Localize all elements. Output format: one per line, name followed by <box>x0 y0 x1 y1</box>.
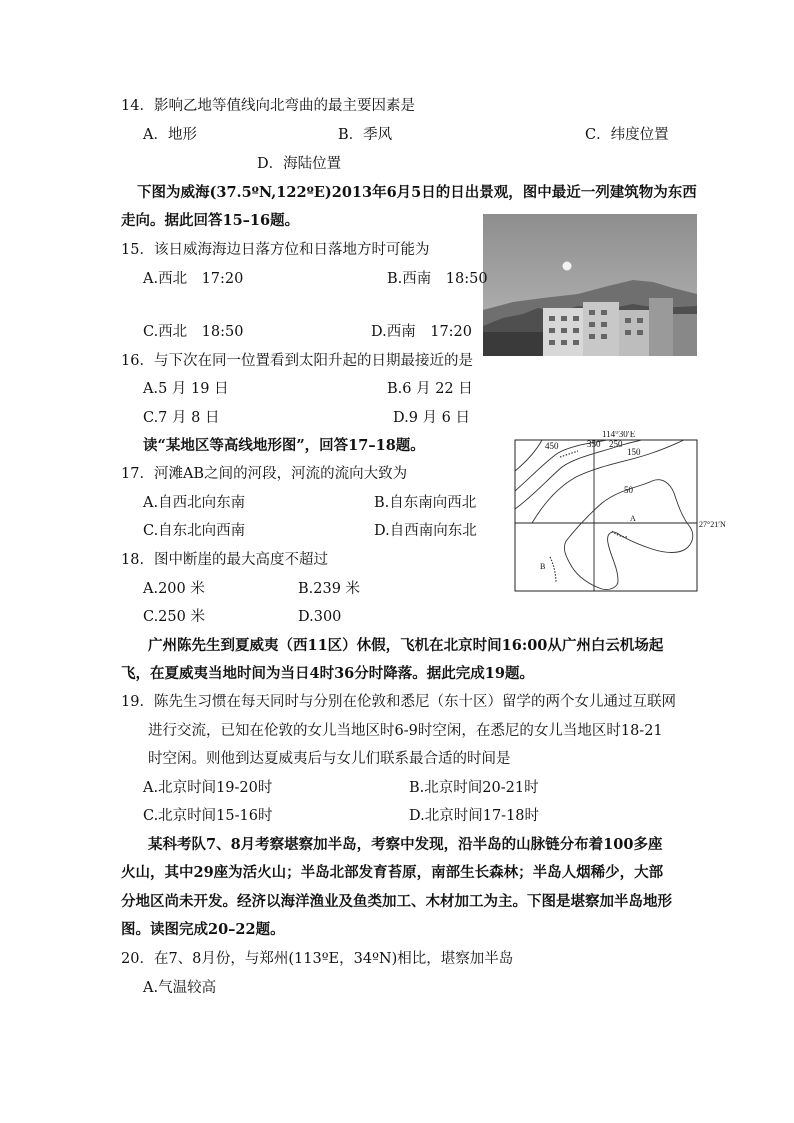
q17-option-d: D.自西南向东北 <box>374 523 477 539</box>
q15-option-b: B.西南 18:50 <box>387 271 488 287</box>
q15-option-d: D.西南 17:20 <box>371 324 473 340</box>
q19-line1: 19．陈先生习惯在每天同时与分别在伦敦和悉尼（东十区）留学的两个女儿通过互联网 <box>121 694 676 710</box>
q19-line3: 时空闲。则他到达夏威夷后与女儿们联系最合适的时间是 <box>148 751 511 767</box>
q19-option-d: D.北京时间17-18时 <box>409 808 540 824</box>
q17-option-a: A.自西北向东南 <box>143 495 246 511</box>
intro-20-22-line3: 分地区尚未开发。经济以海洋渔业及鱼类加工、木材加工为主。下图是堪察加半岛地形 <box>121 893 672 910</box>
q14-option-a: A．地形 <box>143 127 197 143</box>
q18-option-a: A.200 米 <box>143 581 205 597</box>
intro-19-line1: 广州陈先生到夏威夷（西11区）休假，飞机在北京时间16:00从广州白云机场起 <box>148 637 664 654</box>
map-point-b: B <box>540 562 546 571</box>
map-latitude-label: 27°21′N <box>699 520 726 529</box>
q18-stem: 18．图中断崖的最大高度不超过 <box>121 552 328 568</box>
q14-stem: 14．影响乙地等值线向北弯曲的最主要因素是 <box>121 98 415 114</box>
q15-option-a: A.西北 17:20 <box>143 271 244 287</box>
q19-option-c: C.北京时间15-16时 <box>143 808 273 824</box>
q14-option-d: D．海陆位置 <box>257 156 342 172</box>
q19-option-b: B.北京时间20-21时 <box>409 780 539 796</box>
sunrise-photo <box>483 214 697 356</box>
map-longitude-label: 114°30′E <box>602 431 636 439</box>
intro-15-16-line2: 走向。据此回答15–16题。 <box>121 212 300 229</box>
q20-option-a: A.气温较高 <box>143 980 217 996</box>
q16-option-b: B.6 月 22 日 <box>387 381 473 397</box>
q18-option-c: C.250 米 <box>143 609 205 625</box>
q20-stem: 20．在7、8月份，与郑州(113ºE，34ºN)相比，堪察加半岛 <box>121 951 514 967</box>
contour-label-250: 250 <box>609 439 623 449</box>
q16-stem: 16．与下次在同一位置看到太阳升起的日期最接近的是 <box>121 353 473 369</box>
q17-stem: 17．河滩AB之间的河段，河流的流向大致为 <box>121 466 408 482</box>
q16-option-a: A.5 月 19 日 <box>143 381 229 397</box>
q18-option-b: B.239 米 <box>298 581 361 597</box>
intro-17-18: 读“某地区等高线地形图”，回答17–18题。 <box>143 437 425 454</box>
q15-option-c: C.西北 18:50 <box>143 324 244 340</box>
contour-label-50: 50 <box>624 485 633 495</box>
contour-label-350: 350 <box>587 439 601 449</box>
q19-line2: 进行交流，已知在伦敦的女儿当地区时6-9时空闲，在悉尼的女儿当地区时18-21 <box>148 723 663 739</box>
contour-map <box>512 431 752 596</box>
q16-option-c: C.7 月 8 日 <box>143 410 220 426</box>
q17-option-b: B.自东南向西北 <box>374 495 477 511</box>
q18-option-d: D.300 <box>298 609 342 625</box>
q14-option-b: B．季风 <box>338 127 393 143</box>
intro-19-line2: 飞，在夏威夷当地时间为当日4时36分时降落。据此完成19题。 <box>121 665 534 682</box>
intro-15-16-line1: 下图为威海(37.5ºN,122ºE)2013年6月5日的日出景观，图中最近一列建筑物为东西 <box>137 184 697 201</box>
map-point-a: A <box>630 514 636 523</box>
q19-option-a: A.北京时间19-20时 <box>143 780 273 796</box>
q17-option-c: C.自东北向西南 <box>143 523 246 539</box>
q15-stem: 15．该日威海海边日落方位和日落地方时可能为 <box>121 242 430 258</box>
intro-20-22-line4: 图。读图完成20–22题。 <box>121 921 285 938</box>
q16-option-d: D.9 月 6 日 <box>393 410 470 426</box>
contour-label-450: 450 <box>545 441 559 451</box>
contour-label-150: 150 <box>627 447 641 457</box>
intro-20-22-line2: 火山，其中29座为活火山；半岛北部发育苔原，南部生长森林；半岛人烟稀少，大部 <box>121 864 664 881</box>
intro-20-22-line1: 某科考队7、8月考察堪察加半岛，考察中发现，沿半岛的山脉链分布着100多座 <box>148 836 663 853</box>
q14-option-c: C．纬度位置 <box>585 127 669 143</box>
